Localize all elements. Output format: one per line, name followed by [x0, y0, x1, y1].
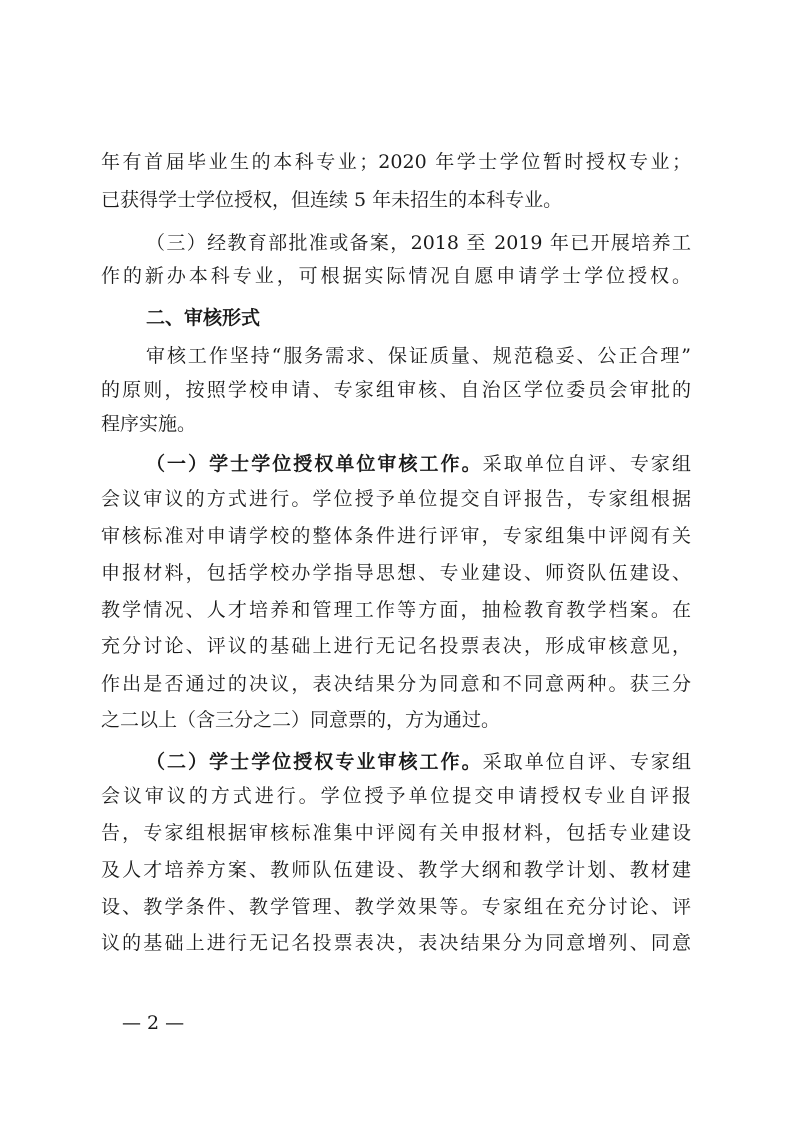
paragraph-line: 充分讨论、评议的基础上进行无记名投票表决，形成审核意见，	[101, 635, 691, 657]
paragraph-line: 作的新办本科专业，可根据实际情况自愿申请学士学位授权。	[101, 265, 691, 287]
paragraph-line: 会议审议的方式进行。学位授予单位提交申请授权专业自评报	[101, 785, 691, 807]
paragraph-line: 告，专家组根据审核标准集中评阅有关申报材料，包括专业建设	[101, 822, 691, 844]
subsection-heading: （二）学士学位授权专业审核工作。	[146, 751, 483, 773]
page-number: — 2 —	[122, 1012, 185, 1034]
paragraph-line: 及人才培养方案、教师队伍建设、教学大纲和教学计划、教材建	[101, 859, 691, 881]
paragraph-line: 作出是否通过的决议，表决结果分为同意和不同意两种。获三分	[101, 673, 691, 695]
paragraph-line: （三）经教育部批准或备案，2018 至 2019 年已开展培养工	[146, 232, 691, 254]
paragraph-line: 之二以上（含三分之二）同意票的，方为通过。	[101, 709, 501, 731]
paragraph-line: 会议审议的方式进行。学位授予单位提交自评报告，专家组根据	[101, 488, 691, 510]
paragraph-line: 已获得学士学位授权，但连续 5 年未招生的本科专业。	[101, 189, 563, 211]
paragraph-line: 设、教学条件、教学管理、教学效果等。专家组在充分讨论、评	[101, 896, 691, 918]
paragraph-line	[146, 748, 691, 776]
paragraph-text: 采取单位自评、专家组	[482, 751, 691, 773]
paragraph-line: 程序实施。	[101, 413, 197, 435]
section-heading: 二、审核形式	[146, 307, 261, 329]
paragraph-line: 年有首届毕业生的本科专业；2020 年学士学位暂时授权专业；	[101, 151, 691, 173]
paragraph-line: 教学情况、人才培养和管理工作等方面，抽检教育教学档案。在	[101, 599, 691, 621]
subsection-heading: （一）学士学位授权单位审核工作。	[146, 453, 483, 475]
paragraph-line: 审核标准对申请学校的整体条件进行评审，专家组集中评阅有关	[101, 525, 691, 547]
paragraph-line: 审核工作坚持“服务需求、保证质量、规范稳妥、公正合理”	[146, 345, 691, 367]
paragraph-line: 的原则，按照学校申请、专家组审核、自治区学位委员会审批的	[101, 379, 691, 401]
paragraph-line	[146, 450, 691, 478]
paragraph-text: 采取单位自评、专家组	[482, 453, 691, 475]
paragraph-line: 议的基础上进行无记名投票表决，表决结果分为同意增列、同意	[101, 932, 691, 954]
paragraph-line: 申报材料，包括学校办学指导思想、专业建设、师资队伍建设、	[101, 562, 691, 584]
